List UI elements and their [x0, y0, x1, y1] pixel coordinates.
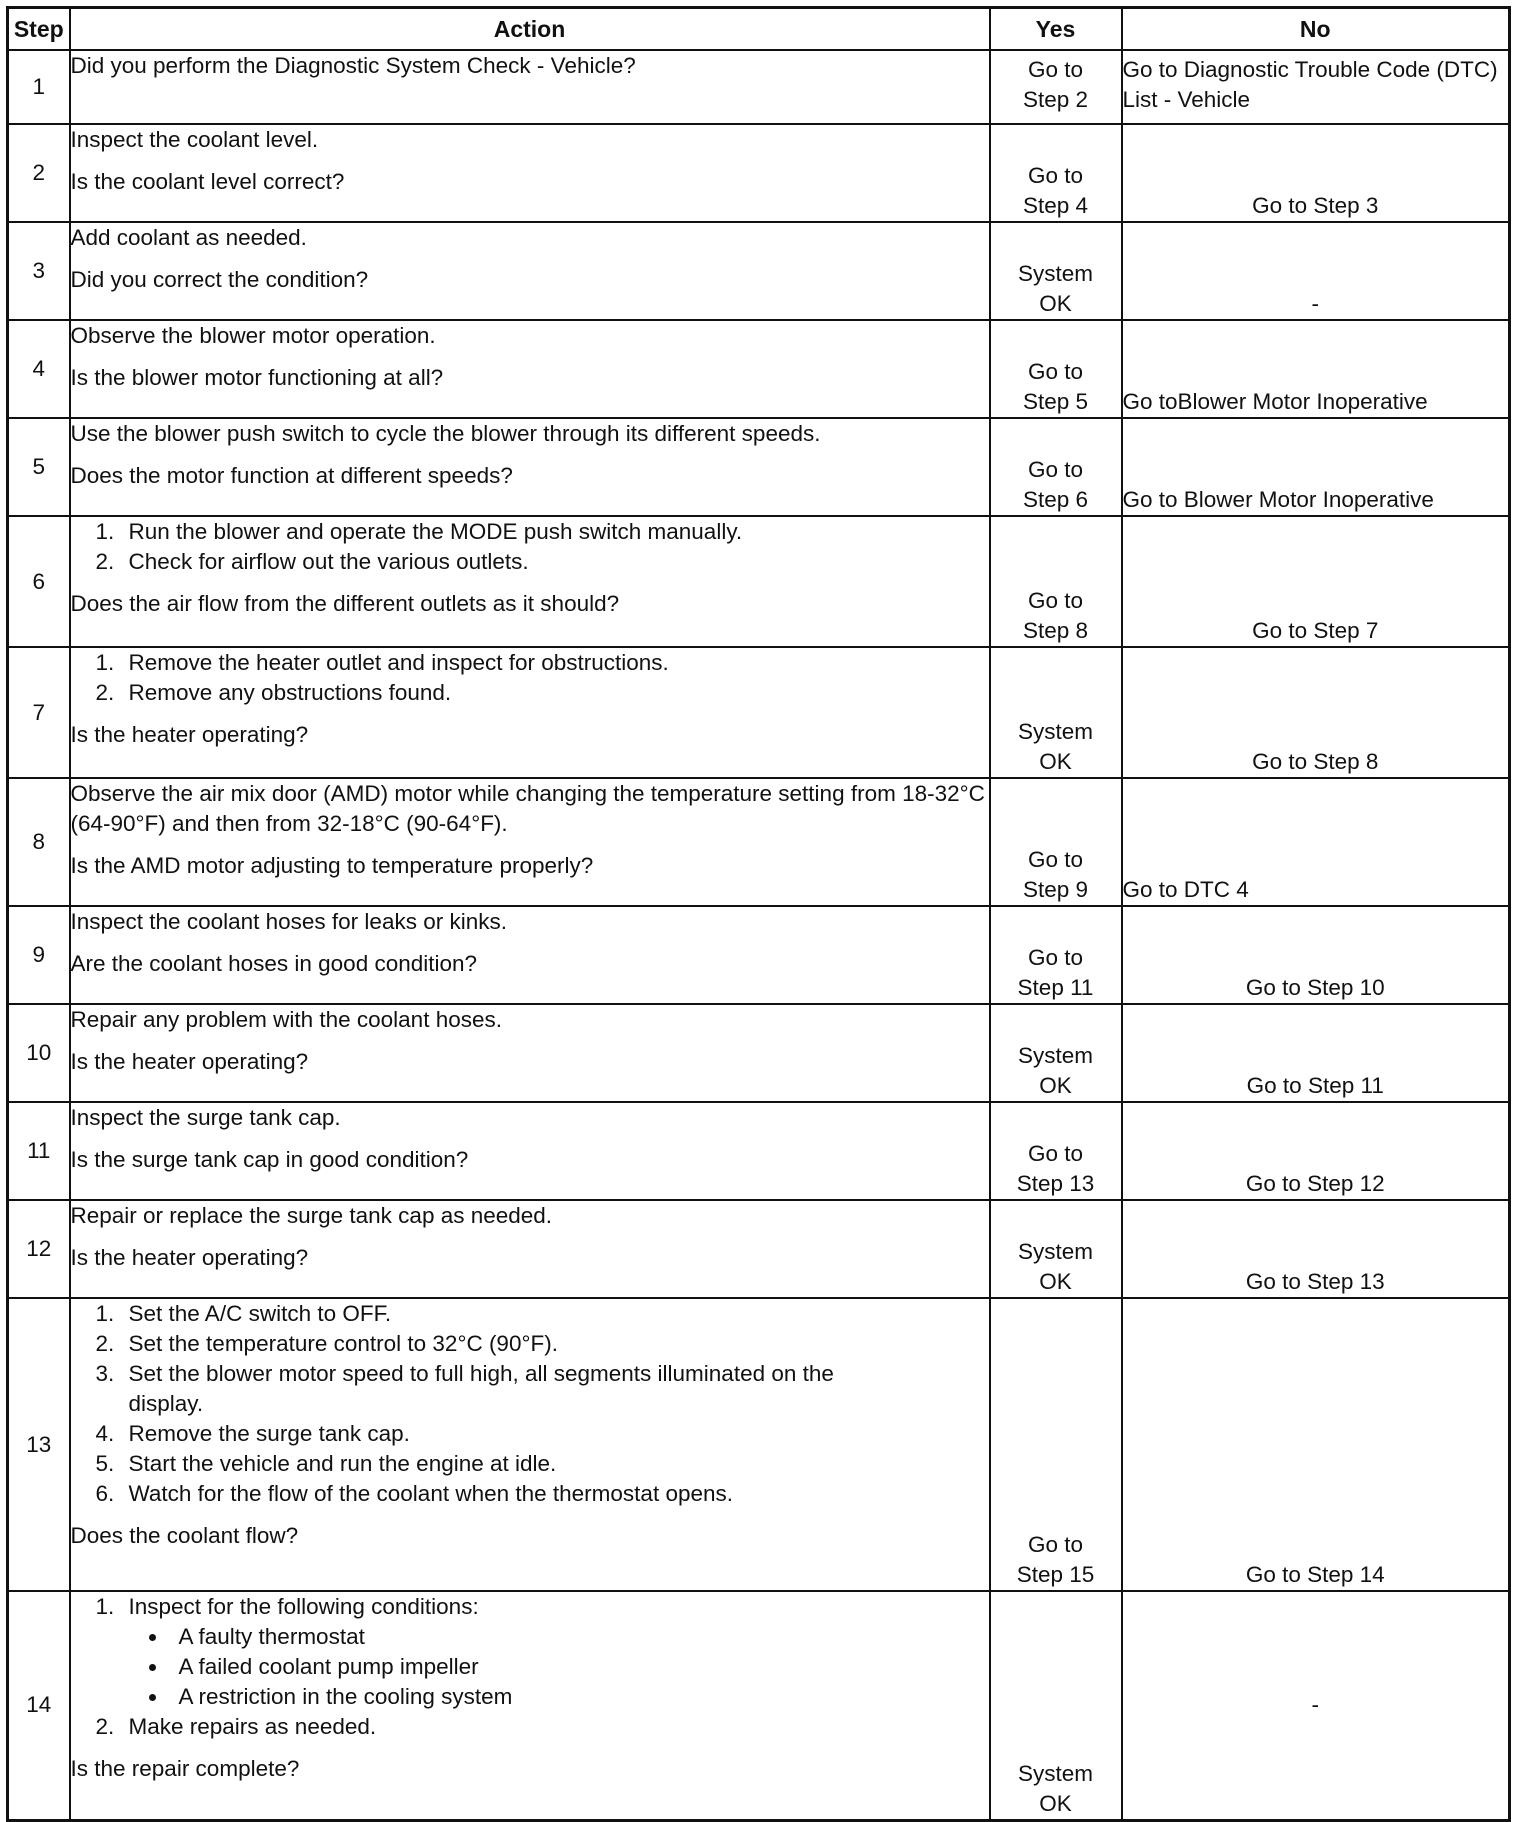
no-cell: Go to Step 12 — [1122, 1102, 1510, 1200]
action-text: Inspect the coolant hoses for leaks or kinks. — [70, 909, 507, 934]
condition-item: • A failed coolant pump impeller — [169, 1652, 989, 1682]
yes-line-2: Step 5 — [1022, 389, 1089, 414]
step-number: 7 — [8, 647, 70, 778]
yes-line-1: System — [1017, 261, 1093, 286]
diagnostic-table — [6, 6, 1511, 1822]
question-text: Is the repair complete? — [70, 1756, 300, 1781]
yes-cell — [990, 1004, 1122, 1102]
condition-item: • A faulty thermostat — [169, 1622, 989, 1652]
yes-line-1: Go to — [1027, 847, 1084, 872]
yes-line-1: Go to — [1027, 163, 1084, 188]
condition-item: • A restriction in the cooling system — [169, 1682, 989, 1712]
yes-cell — [990, 124, 1122, 222]
action-step: 3. Set the blower motor speed to full high, all segments illuminated on the display. — [121, 1359, 989, 1419]
action-text: Use the blower push switch to cycle the blower through its different speeds. — [70, 421, 821, 446]
question-text: Is the blower motor functioning at all? — [70, 365, 444, 390]
action-step — [121, 1592, 989, 1712]
action-text: Repair any problem with the coolant hoses. — [70, 1007, 502, 1032]
step-number: 10 — [8, 1004, 70, 1102]
table-row — [8, 320, 1510, 418]
action-text: Observe the blower motor operation. — [70, 323, 436, 348]
action-step: 4. Remove the surge tank cap. — [121, 1419, 989, 1449]
yes-line-1: Go to — [1027, 57, 1084, 82]
table-row — [8, 418, 1510, 516]
yes-line-2: OK — [1039, 1073, 1072, 1098]
yes-line-2: Step 13 — [1016, 1171, 1095, 1196]
step-number: 5 — [8, 418, 70, 516]
yes-line-1: Go to — [1027, 1532, 1084, 1557]
yes-line-2: OK — [1039, 1269, 1072, 1294]
step-number: 8 — [8, 778, 70, 906]
step-number: 9 — [8, 906, 70, 1004]
no-cell: - — [1122, 1591, 1510, 1820]
action-cell — [70, 778, 990, 906]
action-text: Repair or replace the surge tank cap as needed. — [70, 1203, 553, 1228]
step-number: 13 — [8, 1298, 70, 1591]
action-cell — [70, 516, 990, 647]
step-number: 1 — [8, 50, 70, 124]
question-text: Is the coolant level correct? — [70, 169, 345, 194]
header-action: Action — [70, 8, 990, 51]
table-row — [8, 1591, 1510, 1820]
header-no: No — [1122, 8, 1510, 51]
yes-line-2: Step 4 — [1022, 193, 1089, 218]
action-step: 5. Start the vehicle and run the engine at idle. — [121, 1449, 989, 1479]
step-number: 11 — [8, 1102, 70, 1200]
no-cell: Go toBlower Motor Inoperative — [1122, 320, 1510, 418]
no-cell: Go to Step 14 — [1122, 1298, 1510, 1591]
yes-cell — [990, 1591, 1122, 1820]
yes-line-1: System — [1017, 1760, 1093, 1786]
action-text: Observe the air mix door (AMD) motor while changing the temperature setting from 18-32°C (64-90°F) and then from 32-18°C (90-64°F). — [70, 781, 985, 836]
action-cell — [70, 222, 990, 320]
no-cell: Go to Step 13 — [1122, 1200, 1510, 1298]
action-cell — [70, 124, 990, 222]
no-cell: Go to Step 10 — [1122, 906, 1510, 1004]
table-row — [8, 1004, 1510, 1102]
action-step: 2. Remove any obstructions found. — [121, 678, 989, 708]
yes-cell — [990, 1200, 1122, 1298]
step-number: 6 — [8, 516, 70, 647]
action-steps — [71, 1592, 989, 1742]
action-cell — [70, 418, 990, 516]
table-row — [8, 50, 1510, 124]
yes-line-2: Step 6 — [1022, 487, 1089, 512]
action-text: Add coolant as needed. — [70, 225, 307, 250]
yes-line-2: Step 11 — [1017, 975, 1094, 1000]
yes-line-2: OK — [1039, 1790, 1072, 1816]
action-steps — [71, 648, 989, 708]
action-steps — [71, 1299, 989, 1509]
question-text: Is the AMD motor adjusting to temperature properly? — [70, 853, 594, 878]
question-text: Did you correct the condition? — [70, 267, 369, 292]
question-text: Is the heater operating? — [70, 1049, 309, 1074]
yes-cell — [990, 320, 1122, 418]
yes-cell — [990, 50, 1122, 124]
yes-cell — [990, 418, 1122, 516]
yes-cell — [990, 647, 1122, 778]
header-row — [8, 8, 1510, 51]
yes-line-1: System — [1017, 1043, 1093, 1068]
yes-line-2: Step 2 — [1022, 87, 1089, 112]
header-yes: Yes — [990, 8, 1122, 51]
action-cell — [70, 906, 990, 1004]
table-row — [8, 778, 1510, 906]
condition-list — [129, 1622, 989, 1712]
action-step-text: Inspect for the following conditions: — [128, 1594, 479, 1619]
table-row — [8, 222, 1510, 320]
table-row — [8, 906, 1510, 1004]
table-row — [8, 647, 1510, 778]
table-row — [8, 1298, 1510, 1591]
yes-cell — [990, 516, 1122, 647]
table-row — [8, 1200, 1510, 1298]
yes-line-2: OK — [1039, 749, 1072, 774]
no-cell: Go to Step 3 — [1122, 124, 1510, 222]
action-text: Did you perform the Diagnostic System Check - Vehicle? — [70, 53, 636, 78]
yes-cell — [990, 906, 1122, 1004]
yes-line-1: Go to — [1027, 588, 1084, 613]
action-cell — [70, 1102, 990, 1200]
action-step: 2. Make repairs as needed. — [121, 1712, 989, 1742]
action-steps — [71, 517, 989, 577]
no-cell: Go to DTC 4 — [1122, 778, 1510, 906]
no-cell: Go to Step 11 — [1122, 1004, 1510, 1102]
action-cell — [70, 320, 990, 418]
action-step: 6. Watch for the flow of the coolant when the thermostat opens. — [121, 1479, 989, 1509]
yes-line-1: Go to — [1027, 457, 1084, 482]
action-step: 1. Set the A/C switch to OFF. — [121, 1299, 989, 1329]
yes-line-1: Go to — [1027, 945, 1084, 970]
step-number: 12 — [8, 1200, 70, 1298]
question-text: Is the surge tank cap in good condition? — [70, 1147, 469, 1172]
no-cell: Go to Diagnostic Trouble Code (DTC) List - Vehicle — [1122, 50, 1510, 124]
table-row — [8, 1102, 1510, 1200]
yes-line-1: System — [1017, 719, 1093, 744]
header-step: Step — [8, 8, 70, 51]
yes-line-2: Step 15 — [1016, 1562, 1095, 1587]
yes-cell — [990, 1102, 1122, 1200]
action-cell — [70, 1298, 990, 1591]
table-row — [8, 516, 1510, 647]
question-text: Does the air flow from the different outlets as it should? — [70, 591, 620, 616]
yes-cell — [990, 1298, 1122, 1591]
yes-line-2: Step 8 — [1022, 618, 1089, 643]
action-cell — [70, 50, 990, 124]
question-text: Is the heater operating? — [70, 722, 309, 747]
no-cell: Go to Step 8 — [1122, 647, 1510, 778]
step-number: 4 — [8, 320, 70, 418]
action-step: 1. Run the blower and operate the MODE push switch manually. — [121, 517, 989, 547]
action-cell — [70, 1200, 990, 1298]
action-text: Inspect the surge tank cap. — [70, 1105, 341, 1130]
no-cell: Go to Step 7 — [1122, 516, 1510, 647]
yes-line-2: OK — [1039, 291, 1072, 316]
yes-line-1: System — [1017, 1239, 1093, 1264]
yes-cell — [990, 222, 1122, 320]
yes-cell — [990, 778, 1122, 906]
action-step: 2. Check for airflow out the various outlets. — [121, 547, 989, 577]
action-cell — [70, 1591, 990, 1820]
yes-line-1: Go to — [1027, 359, 1084, 384]
question-text: Are the coolant hoses in good condition? — [70, 951, 478, 976]
action-cell — [70, 1004, 990, 1102]
step-number: 14 — [8, 1591, 70, 1820]
step-number: 3 — [8, 222, 70, 320]
yes-line-2: Step 9 — [1022, 877, 1089, 902]
table-row — [8, 124, 1510, 222]
action-step: 1. Remove the heater outlet and inspect for obstructions. — [121, 648, 989, 678]
question-text: Does the motor function at different speeds? — [70, 463, 513, 488]
question-text: Does the coolant flow? — [70, 1523, 299, 1548]
step-number: 2 — [8, 124, 70, 222]
action-cell — [70, 647, 990, 778]
question-text: Is the heater operating? — [70, 1245, 309, 1270]
action-text: Inspect the coolant level. — [70, 127, 319, 152]
no-cell: - — [1122, 222, 1510, 320]
no-cell: Go to Blower Motor Inoperative — [1122, 418, 1510, 516]
action-step: 2. Set the temperature control to 32°C (90°F). — [121, 1329, 989, 1359]
yes-line-1: Go to — [1027, 1141, 1084, 1166]
